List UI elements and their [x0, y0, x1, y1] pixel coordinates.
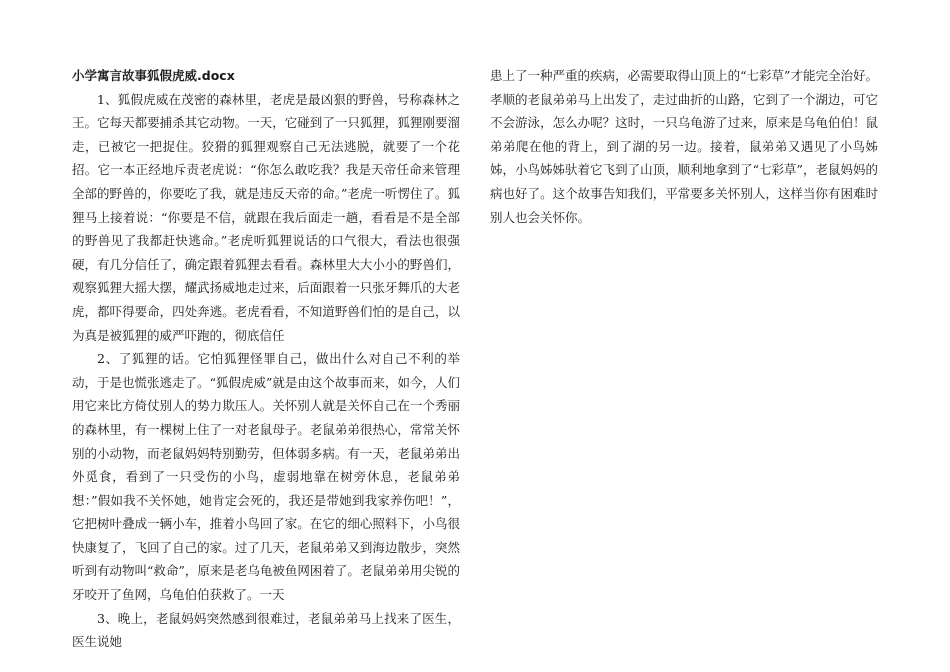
paragraph-1: 1、狐假虎威在茂密的森林里，老虎是最凶狠的野兽，号称森林之王。它每天都要捕杀其它动物。一天，它碰到了一只狐狸，狐狸刚要溜走，已被它一把捉住。狡猾的狐狸观察自己无法逃脱，就要了一个花招。它一本正经地斥责老虎说：“你怎么敢吃我？我是天帝任命来管理全部的野兽的，你要吃了我，就是违反天帝的命。”老虎一听愣住了。狐狸马上接着说：“你要是不信，就跟在我后面走一趟，看看是不是全部的野兽见了我都赶快逃命。”老虎听狐狸说话的口气很大，看法也很强硬，有几分信任了，确定跟着狐狸去看看。森林里大大小小的野兽们，观察狐狸大摇大摆，耀武扬威地走过来，后面跟着一只张牙舞爪的大老虎，都吓得要命，四处奔逃。老虎看看，不知道野兽们怕的是自己，以为真是被狐狸的威严吓跑的，彻底信任 [72, 91, 460, 343]
left-column [72, 64, 460, 654]
paragraph-3: 3、晚上，老鼠妈妈突然感到很难过，老鼠弟弟马上找来了医生，医生说她 [72, 610, 460, 650]
right-column [490, 64, 878, 229]
document-title: 小学寓言故事狐假虎威.docx [72, 68, 235, 83]
paragraph-3-continued: 患上了一种严重的疾病，必需要取得山顶上的“七彩草”才能完全治好。孝顺的老鼠弟弟马上出发了，走过曲折的山路，它到了一个湖边，可它不会游泳，怎么办呢？这时，一只乌龟游了过来，原来是乌龟伯伯！鼠弟弟爬在他的背上，到了湖的另一边。接着，鼠弟弟又遇见了小鸟姊姊，小鸟姊姊驮着它飞到了山顶，顺利地拿到了“七彩草”，老鼠妈妈的病也好了。这个故事告知我们，平常要多关怀别人，这样当你有困难时别人也会关怀你。 [490, 68, 878, 225]
paragraph-2: 2、了狐狸的话。它怕狐狸怪罪自己，做出什么对自己不利的举动，于是也慌张逃走了。“狐假虎威”就是由这个故事而来，如今，人们用它来比方倚仗别人的势力欺压人。关怀别人就是关怀自己在一个秀丽的森林里，有一棵树上住了一对老鼠母子。老鼠弟弟很热心，常常关怀别的小动物，而老鼠妈妈特别勤劳，但体弱多病。有一天，老鼠弟弟出外觅食，看到了一只受伤的小鸟，虚弱地靠在树旁休息，老鼠弟弟想：”假如我不关怀她，她肯定会死的，我还是带她到我家养伤吧！”，它把树叶叠成一辆小车，推着小鸟回了家。在它的细心照料下，小鸟很快康复了，飞回了自己的家。过了几天，老鼠弟弟又到海边散步，突然听到有动物叫“救命”，原来是老乌龟被鱼网困着了。老鼠弟弟用尖锐的牙咬开了鱼网，乌龟伯伯获救了。一天 [72, 351, 460, 603]
